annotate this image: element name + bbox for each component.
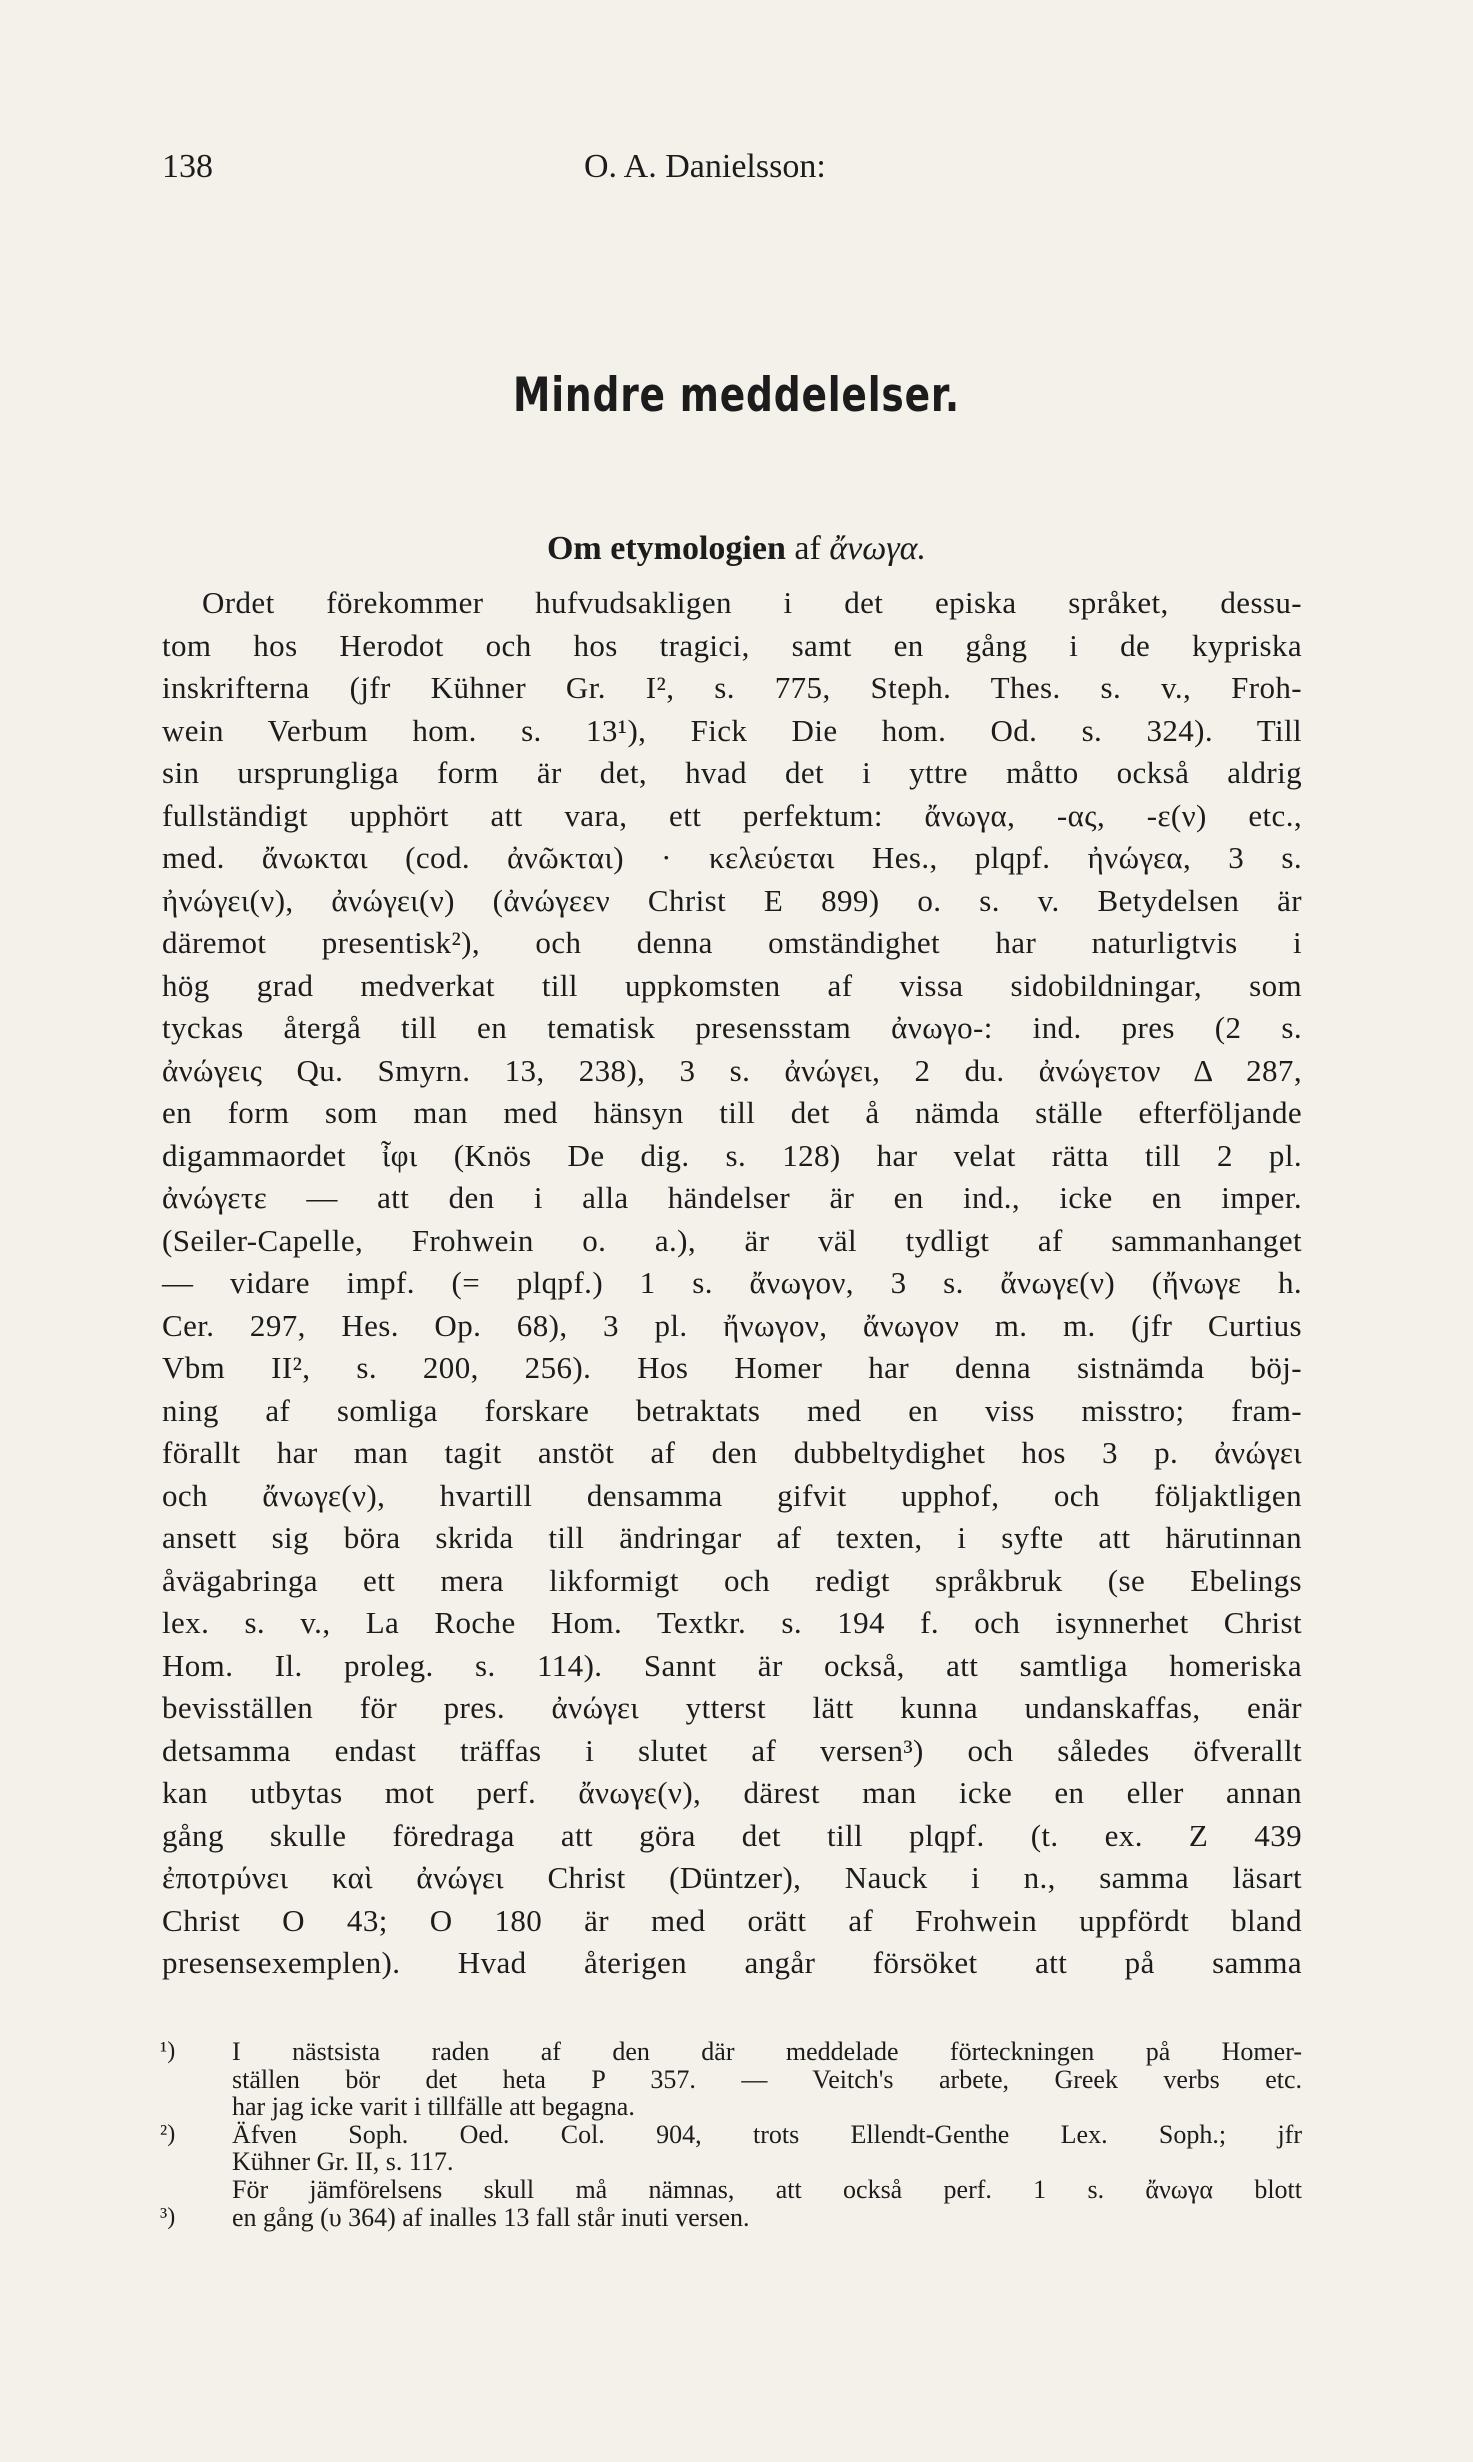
running-head-author: O. A. Danielsson: bbox=[584, 148, 826, 185]
footnote-text: Äfven Soph. Oed. Col. 904, trots Ellendt-Genthe Lex. Soph.; jfr bbox=[232, 2119, 1302, 2149]
body-line: Vbm II², s. 200, 256). Hos Homer har denna sistnämda böj- bbox=[162, 1350, 1302, 1385]
body-line: bevisställen för pres. ἀνώγει ytterst lätt kunna undanskaffas, enär bbox=[162, 1690, 1302, 1725]
body-line: Christ O 43; O 180 är med orätt af Frohwein uppfördt bland bbox=[162, 1902, 1302, 1938]
body-line: förallt har man tagit anstöt af den dubbeltydighet hos 3 p. ἀνώγει bbox=[162, 1435, 1302, 1470]
body-line: ἠνώγει(ν), ἀνώγει(ν) (ἀνώγεεν Christ E 899) o. s. v. Betydelsen är bbox=[162, 882, 1302, 918]
body-line: ansett sig böra skrida till ändringar af texten, i syfte att härutinnan bbox=[162, 1520, 1302, 1555]
footnote-marker: ³) bbox=[160, 2203, 176, 2230]
footnote-line: har jag icke varit i tillfälle att begagna. bbox=[232, 2092, 635, 2122]
article-heading bbox=[0, 530, 1473, 568]
page-number: 138 bbox=[162, 148, 213, 185]
body-line: ἀνώγεις Qu. Smyrn. 13, 238), 3 s. ἀνώγει, 2 du. ἀνώγετον Δ 287, bbox=[162, 1052, 1302, 1088]
body-line: tom hos Herodot och hos tragici, samt en gång i de kypriska bbox=[162, 627, 1302, 663]
footnote-marker: ¹) bbox=[160, 2038, 176, 2064]
body-line: Ordet förekommer hufvudsakligen i det episka språket, dessu- bbox=[202, 585, 1302, 620]
body-line: wein Verbum hom. s. 13¹), Fick Die hom. Od. s. 324). Till bbox=[162, 712, 1302, 748]
body-line: Cer. 297, Hes. Op. 68), 3 pl. ἤνωγον, ἄνωγον m. m. (jfr Curtius bbox=[162, 1307, 1302, 1343]
footnote-line: Kühner Gr. II, s. 117. bbox=[232, 2147, 454, 2177]
footnote-line bbox=[160, 2202, 1302, 2232]
footnote-text: I nästsista raden af den där meddelade förteckningen på Homer- bbox=[232, 2037, 1302, 2066]
body-line: ning af somliga forskare betraktats med en viss misstro; fram- bbox=[162, 1392, 1302, 1428]
body-line: (Seiler-Capelle, Frohwein o. a.), är väl tydligt af sammanhanget bbox=[162, 1222, 1302, 1258]
article-body bbox=[162, 582, 1302, 1985]
article-heading-greek: ἄνωγα. bbox=[829, 530, 926, 567]
body-line: en form som man med hänsyn till det å nämda ställe efterföljande bbox=[162, 1095, 1302, 1130]
footnote-line bbox=[160, 2119, 1302, 2149]
body-line: lex. s. v., La Roche Hom. Textkr. s. 194 f. och isynnerhet Christ bbox=[162, 1605, 1302, 1640]
body-line: hög grad medverkat till uppkomsten af vissa sidobildningar, som bbox=[162, 967, 1302, 1003]
footnote-line: För jämförelsens skull må nämnas, att också perf. 1 s. ἄνωγα blott bbox=[232, 2174, 1302, 2204]
article-heading-bold: Om etymologien bbox=[546, 530, 786, 567]
body-line: åvägabringa ett mera likformigt och redigt språkbruk (se Ebelings bbox=[162, 1562, 1302, 1598]
body-line: sin ursprungliga form är det, hvad det i yttre måtto också aldrig bbox=[162, 755, 1302, 790]
footnotes bbox=[160, 2037, 1302, 2232]
footnote-line bbox=[160, 2037, 1302, 2066]
body-line: kan utbytas mot perf. ἄνωγε(ν), därest man icke en eller annan bbox=[162, 1775, 1302, 1810]
section-title: Mindre meddelelser. bbox=[513, 368, 960, 423]
body-line: ἐποτρύνει καὶ ἀνώγει Christ (Düntzer), Nauck i n., samma läsart bbox=[162, 1860, 1302, 1895]
article-heading-connector: af bbox=[785, 530, 830, 567]
body-line: med. ἄνωκται (cod. ἀνῶκται) · κελεύεται Hes., plqpf. ἠνώγεα, 3 s. bbox=[162, 840, 1302, 875]
body-line: Hom. Il. proleg. s. 114). Sannt är också, att samtliga homeriska bbox=[162, 1647, 1302, 1683]
body-line: och ἄνωγε(ν), hvartill densamma gifvit upphof, och följaktligen bbox=[162, 1477, 1302, 1513]
running-head bbox=[162, 148, 1302, 192]
body-line: däremot presentisk²), och denna omständighet har naturligtvis i bbox=[162, 925, 1302, 960]
body-line: inskrifterna (jfr Kühner Gr. I², s. 775, Steph. Thes. s. v., Froh- bbox=[162, 670, 1302, 705]
body-line: — vidare impf. (= plqpf.) 1 s. ἄνωγον, 3 s. ἄνωγε(ν) (ἤνωγε h. bbox=[162, 1265, 1302, 1300]
body-line: detsamma endast träffas i slutet af versen³) och således öfverallt bbox=[162, 1732, 1302, 1768]
footnote-line: ställen bör det heta P 357. — Veitch's arbete, Greek verbs etc. bbox=[232, 2064, 1302, 2094]
body-line: presensexemplen). Hvad återigen angår försöket att på samma bbox=[162, 1945, 1302, 1980]
body-line: fullständigt upphört att vara, ett perfektum: ἄνωγα, -ας, -ε(ν) etc., bbox=[162, 797, 1302, 833]
body-line: ἀνώγετε — att den i alla händelser är en ind., icke en imper. bbox=[162, 1180, 1302, 1215]
footnote-marker: ²) bbox=[160, 2120, 176, 2147]
body-line: digammaordet ἶφι (Knös De dig. s. 128) har velat rätta till 2 pl. bbox=[162, 1137, 1302, 1173]
body-line: gång skulle föredraga att göra det till plqpf. (t. ex. Z 439 bbox=[162, 1817, 1302, 1853]
body-line: tyckas återgå till en tematisk presensstam ἀνωγο-: ind. pres (2 s. bbox=[162, 1010, 1302, 1045]
footnote-text: en gång (υ 364) af inalles 13 fall står inuti versen. bbox=[232, 2202, 750, 2232]
